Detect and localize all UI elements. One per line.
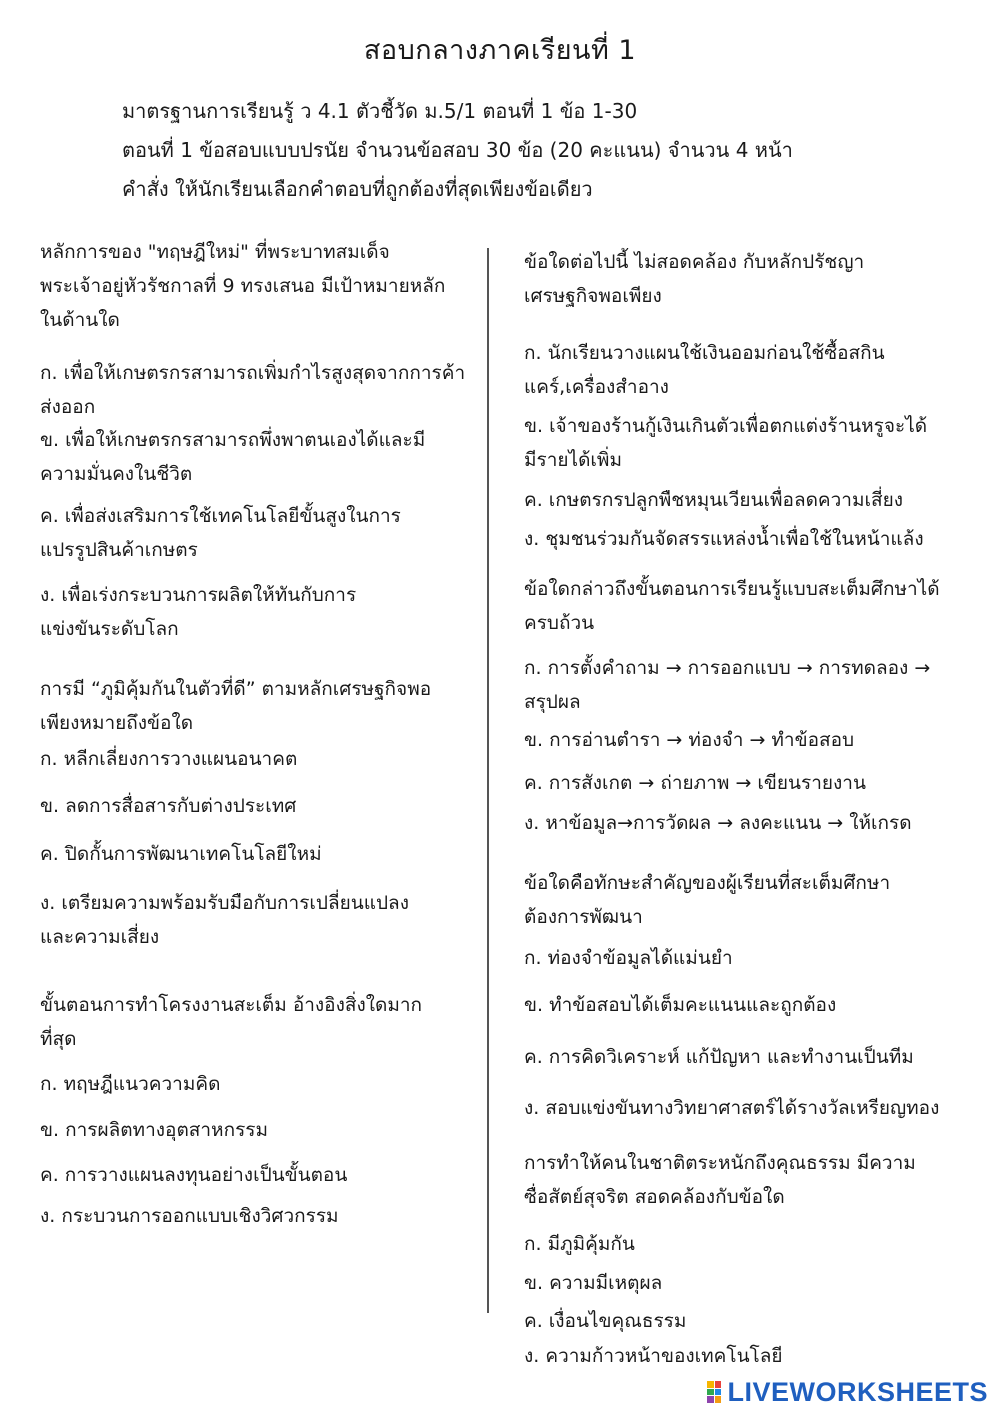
option-text: ง. หาข้อมูล→การวัดผล → ลงคะแนน → ให้เกรด (524, 812, 912, 834)
option-text: ข. ลดการสื่อสารกับต่างประเทศ (40, 795, 297, 817)
option-text: ข. การอ่านตำรา → ท่องจำ → ทำข้อสอบ (524, 729, 855, 751)
question-text: ขั้นตอนการทำโครงงานสะเต็ม อ้างอิงสิ่งใดมาก ที่สุด (40, 994, 423, 1050)
option-choice-d[interactable] (524, 806, 984, 840)
option-choice-d[interactable] (40, 886, 490, 954)
option-text: ก. ท่องจำข้อมูลได้แม่นยำ (524, 947, 733, 969)
option-text: ง. กระบวนการออกแบบเชิงวิศวกรรม (40, 1205, 339, 1227)
option-text: ง. เพื่อเร่งกระบวนการผลิตให้ทันกับการ แข่งขันระดับโลก (40, 584, 357, 640)
option-text: ข. เพื่อให้เกษตรกรสามารถพึ่งพาตนเองได้และมี ความมั่นคงในชีวิต (40, 429, 426, 485)
option-choice-c[interactable] (40, 1158, 490, 1192)
option-choice-a[interactable] (524, 941, 984, 975)
question-block (40, 988, 485, 1056)
option-text: ข. ความมีเหตุผล (524, 1272, 663, 1294)
option-choice-a[interactable] (524, 336, 984, 404)
option-choice-b[interactable] (524, 988, 984, 1022)
exam-header (122, 92, 793, 209)
question-block (40, 235, 485, 337)
option-text: ก. หลีกเลี่ยงการวางแผนอนาคต (40, 748, 298, 770)
option-text: ก. มีภูมิคุ้มกัน (524, 1233, 635, 1255)
question-block (524, 866, 984, 934)
question-text: การมี “ภูมิคุ้มกันในตัวที่ดี” ตามหลักเศรษฐกิจพอ เพียงหมายถึงข้อใด (40, 678, 432, 734)
option-text: ค. การวางแผนลงทุนอย่างเป็นขั้นตอน (40, 1164, 348, 1186)
option-choice-c[interactable] (40, 499, 490, 567)
option-choice-d[interactable] (524, 1339, 984, 1373)
option-choice-b[interactable] (40, 423, 490, 491)
page-title: สอบกลางภาคเรียนที่ 1 (363, 35, 637, 66)
option-choice-c[interactable] (40, 837, 490, 871)
option-choice-a[interactable] (40, 356, 490, 424)
logo-text: LIVEWORKSHEETS (727, 1376, 988, 1407)
option-choice-c[interactable] (524, 1040, 984, 1074)
question-block (524, 572, 984, 640)
logo-mark-icon (707, 1381, 721, 1403)
option-text: ก. การตั้งคำถาม → การออกแบบ → การทดลอง → สรุปผล (524, 657, 931, 713)
option-choice-d[interactable] (40, 578, 490, 646)
option-choice-a[interactable] (524, 1227, 984, 1261)
option-choice-c[interactable] (524, 766, 984, 800)
option-choice-b[interactable] (524, 409, 984, 477)
question-text: หลักการของ "ทฤษฎีใหม่" ที่พระบาทสมเด็จ พระเจ้าอยู่หัวรัชกาลที่ 9 ทรงเสนอ มีเป้าหมายหลัก ในด้านใด (40, 241, 446, 331)
option-choice-a[interactable] (40, 1067, 490, 1101)
option-text: ค. การคิดวิเคราะห์ แก้ปัญหา และทำงานเป็นทีม (524, 1046, 914, 1068)
option-text: ก. นักเรียนวางแผนใช้เงินออมก่อนใช้ซื้อสกิน แคร์,เครื่องสำอาง (524, 342, 885, 398)
option-text: ข. ทำข้อสอบได้เต็มคะแนนและถูกต้อง (524, 994, 837, 1016)
option-text: ง. ความก้าวหน้าของเทคโนโลยี (524, 1345, 783, 1367)
option-text: ข. การผลิตทางอุตสาหกรรม (40, 1119, 269, 1141)
part-description-line: ตอนที่ 1 ข้อสอบแบบปรนัย จำนวนข้อสอบ 30 ข้อ (20 คะแนน) จำนวน 4 หน้า (122, 138, 793, 162)
option-choice-d[interactable] (524, 522, 984, 556)
question-text: ข้อใดต่อไปนี้ ไม่สอดคล้อง กับหลักปรัชญา เศรษฐกิจพอเพียง (524, 251, 865, 307)
standard-line: มาตรฐานการเรียนรู้ ว 4.1 ตัวชี้วัด ม.5/1 ตอนที่ 1 ข้อ 1-30 (122, 99, 638, 123)
option-text: ง. สอบแข่งขันทางวิทยาศาสตร์ได้รางวัลเหรียญทอง (524, 1097, 940, 1119)
option-text: ค. เพื่อส่งเสริมการใช้เทคโนโลยีขั้นสูงในการ แปรรูปสินค้าเกษตร (40, 505, 401, 561)
question-block (524, 245, 974, 313)
option-choice-b[interactable] (524, 723, 984, 757)
option-text: ค. ปิดกั้นการพัฒนาเทคโนโลยีใหม่ (40, 843, 322, 865)
option-choice-c[interactable] (524, 483, 984, 517)
option-choice-a[interactable] (40, 742, 490, 776)
question-block (40, 672, 485, 740)
option-text: ค. การสังเกต → ถ่ายภาพ → เขียนรายงาน (524, 772, 866, 794)
option-choice-c[interactable] (524, 1304, 984, 1338)
option-choice-b[interactable] (40, 1113, 490, 1147)
option-choice-d[interactable] (40, 1199, 490, 1233)
question-text: ข้อใดคือทักษะสำคัญของผู้เรียนที่สะเต็มศึกษา ต้องการพัฒนา (524, 872, 891, 928)
instruction-line: คำสั่ง ให้นักเรียนเลือกคำตอบที่ถูกต้องที่สุดเพียงข้อเดียว (122, 177, 593, 201)
option-text: ค. เงื่อนไขคุณธรรม (524, 1310, 687, 1332)
question-block (524, 1146, 984, 1214)
option-text: ค. เกษตรกรปลูกพืชหมุนเวียนเพื่อลดความเสี่ยง (524, 489, 903, 511)
option-text: ข. เจ้าของร้านกู้เงินเกินตัวเพื่อตกแต่งร้านหรูจะได้ มีรายได้เพิ่ม (524, 415, 928, 471)
option-choice-a[interactable] (524, 651, 984, 719)
option-text: ง. ชุมชนร่วมกันจัดสรรแหล่งน้ำเพื่อใช้ในหน้าแล้ง (524, 528, 924, 550)
option-choice-b[interactable] (40, 789, 490, 823)
option-text: ก. เพื่อให้เกษตรกรสามารถเพิ่มกำไรสูงสุดจากการค้า ส่งออก (40, 362, 466, 418)
option-text: ก. ทฤษฎีแนวความคิด (40, 1073, 221, 1095)
option-choice-b[interactable] (524, 1266, 984, 1300)
option-text: ง. เตรียมความพร้อมรับมือกับการเปลี่ยนแปลง และความเสี่ยง (40, 892, 409, 948)
option-choice-d[interactable] (524, 1091, 984, 1125)
question-text: ข้อใดกล่าวถึงขั้นตอนการเรียนรู้แบบสะเต็มศึกษาได้ ครบถ้วน (524, 578, 940, 634)
liveworksheets-logo (707, 1376, 988, 1408)
question-text: การทำให้คนในชาติตระหนักถึงคุณธรรม มีความ ซื่อสัตย์สุจริต สอดคล้องกับข้อใด (524, 1152, 916, 1208)
